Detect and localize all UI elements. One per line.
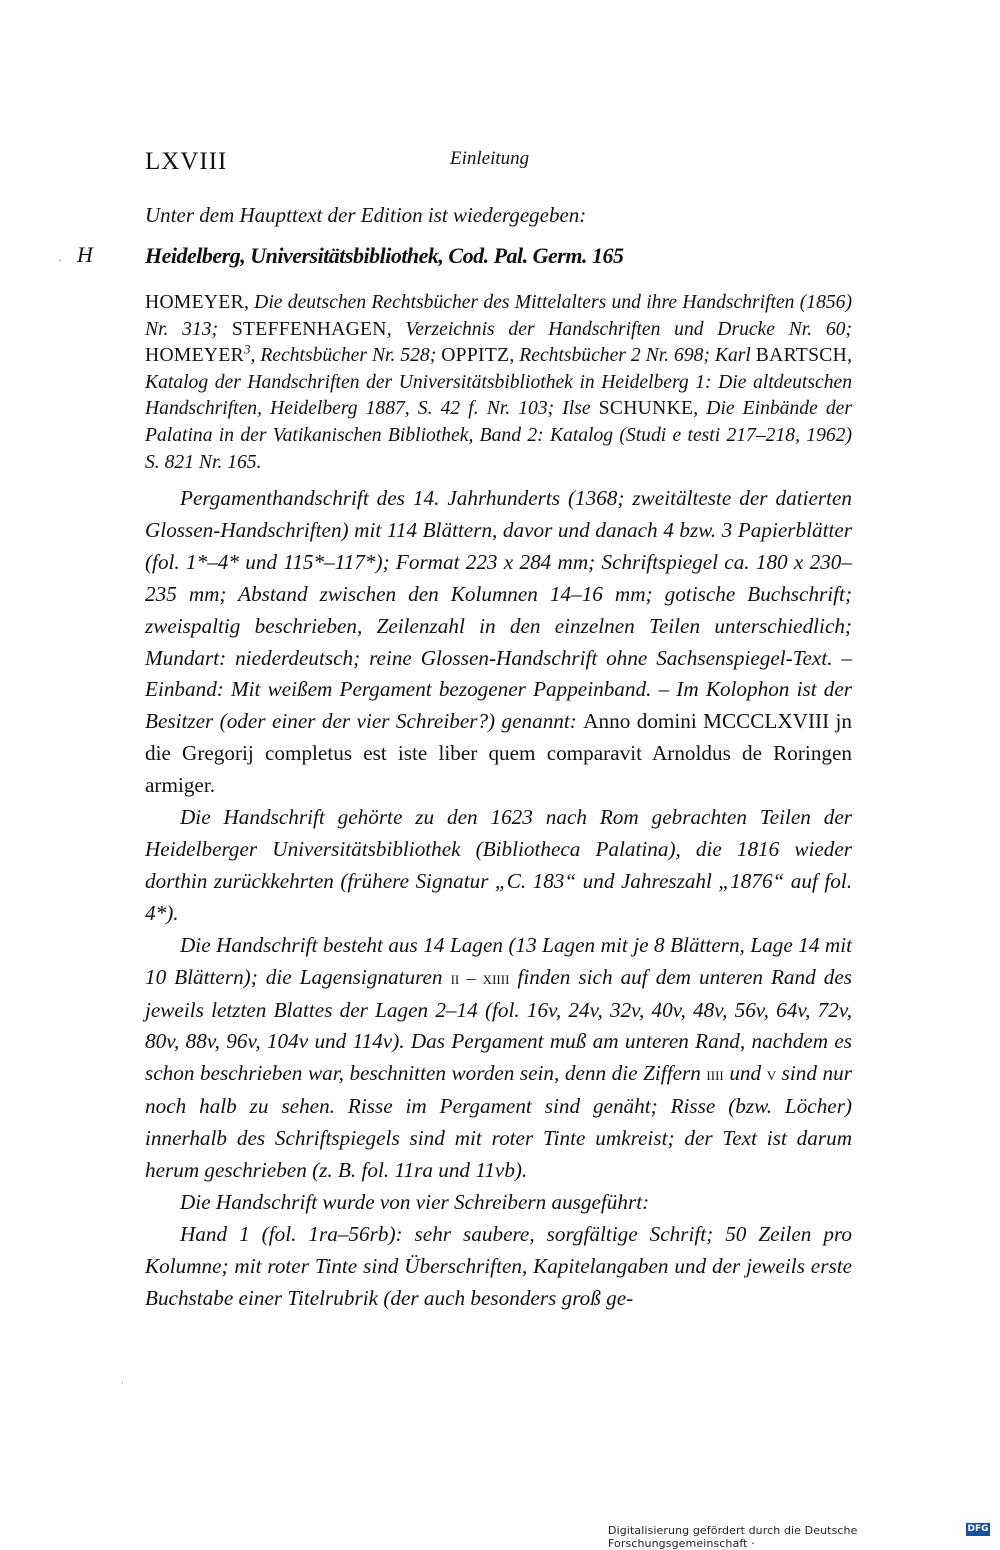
paragraph-text: und bbox=[723, 1061, 767, 1086]
manuscript-title: Heidelberg, Universitätsbibliothek, Cod. Pal. Germ. 165 bbox=[145, 243, 624, 268]
digitization-credit: Digitalisierung gefördert durch die Deutsche Forschungsgemeinschaft · bbox=[608, 1524, 858, 1550]
literature-block bbox=[145, 290, 852, 476]
paragraph: Hand 1 (fol. 1ra–56rb): sehr saubere, sorgfältige Schrift; 50 Zeilen pro Kolumne; mit roter Tinte sind Überschriften, Kapitelangaben und der jeweils erste Buchstabe einer Titelrubrik (der auch besonders groß ge- bbox=[145, 1221, 852, 1310]
author-name: OPPITZ bbox=[441, 345, 510, 367]
paragraph bbox=[145, 483, 852, 802]
author-name: HOMEYER bbox=[145, 345, 244, 367]
author-name: SCHUNKE bbox=[598, 398, 694, 420]
author-name: STEFFENHAGEN bbox=[231, 318, 387, 340]
manuscript-siglum: H bbox=[77, 242, 93, 267]
citation-text: , Rechtsbücher Nr. 528; bbox=[250, 345, 442, 367]
quire-signatures: ii – xiiii bbox=[450, 967, 510, 988]
paragraph: Die Handschrift gehörte zu den 1623 nach Rom gebrachten Teilen der Heidelberger Universitätsbibliothek (Bibliotheca Palatina), die 1816 wieder dorthin zurückkehrten (frühere Signatur „C. 183“ und Jahreszahl „1876“ auf fol. 4*). bbox=[145, 805, 852, 925]
description-body bbox=[145, 483, 852, 1315]
citation-text: , Die Einbände der Palatina in der Vatikanischen Bibliothek, Band 2: Katalog (Studi e testi 217–218, 1962) S. 821 Nr. 165. bbox=[145, 398, 852, 473]
author-name: BARTSCH bbox=[755, 345, 848, 367]
numeral: iiii bbox=[706, 1064, 724, 1085]
paragraph-text: Pergamenthandschrift des 14. Jahrhunderts (1368; zweitälteste der datierten Glossen-Handschriften) mit 114 Blättern, davor und danach 4 bzw. 3 Papierblätter (fol. 1*–4* und 115*–117*); Format 223 x 284 mm; Schriftspiegel ca. 180 x 230–235 mm; Abstand zwischen den Kolumnen 14–16 mm; gotische Buchschrift; zweispaltig beschrieben, Zeilenzahl in den einzelnen Teilen unterschiedlich; Mundart: niederdeutsch; reine Glossen-Handschrift ohne Sachsenspiegel-Text. – Einband: Mit weißem Pergament bezogener Pappeinband. – Im Kolophon ist der Besitzer (oder einer der vier Schreiber?) genannt: bbox=[145, 486, 852, 734]
citation-text: , Rechtsbücher 2 Nr. 698; Karl bbox=[509, 345, 756, 367]
paragraph bbox=[145, 930, 852, 1187]
paragraph: Die Handschrift wurde von vier Schreibern ausgeführt: bbox=[180, 1189, 650, 1214]
edition-superscript: 3 bbox=[243, 341, 251, 357]
author-name: HOMEYER bbox=[145, 292, 244, 313]
citation-text: , Verzeichnis der Handschriften und Drucke Nr. 60; bbox=[386, 318, 852, 340]
paragraph-text: finden sich auf dem unteren Rand des jeweils letzten Blattes der Lagen 2–14 (fol. 16v, 24v, 32v, 40v, 48v, 56v, 64v, 72v, 80v, 88v, 96v, 104v und 114v). Das Pergament muß am unteren Rand, nachdem es schon beschrieben war, beschnitten worden sein, denn die Ziffern bbox=[145, 964, 852, 1086]
margin-mark: ` bbox=[58, 260, 63, 271]
paragraph-text: Die Handschrift besteht aus 14 Lagen (13 Lagen mit je 8 Blättern, Lage 14 mit 10 Blättern); die Lagensignaturen bbox=[145, 932, 852, 989]
paragraph-text: sind nur noch halb zu sehen. Risse im Pergament sind genäht; Risse (bzw. Löcher) innerhalb des Schriftspiegels sind mit roter Tinte umkreist; der Text ist darum herum geschrieben (z. B. fol. 11ra und 11vb). bbox=[145, 1061, 852, 1183]
citation-text: , Die deutschen Rechtsbücher des Mittelalters und ihre Handschriften (1856) Nr. 313; bbox=[145, 292, 852, 340]
intro-line: Unter dem Haupttext der Edition ist wiedergegeben: bbox=[145, 203, 587, 227]
colophon-quote: Anno domini MCCCLXVIII jn die Gregorij completus est iste liber quem comparavit Arnoldus de Roringen armiger. bbox=[145, 709, 853, 798]
dfg-logo: DFG bbox=[967, 1524, 989, 1534]
scan-speck bbox=[122, 1381, 123, 1384]
page-number: LXVIII bbox=[145, 148, 228, 175]
citation-text: , Katalog der Handschriften der Universitätsbibliothek in Heidelberg 1: Die altdeutschen Handschriften, Heidelberg 1887, S. 42 f. Nr. 103; Ilse bbox=[145, 345, 852, 420]
running-title: Einleitung bbox=[450, 148, 530, 169]
numeral: v bbox=[766, 1064, 777, 1085]
